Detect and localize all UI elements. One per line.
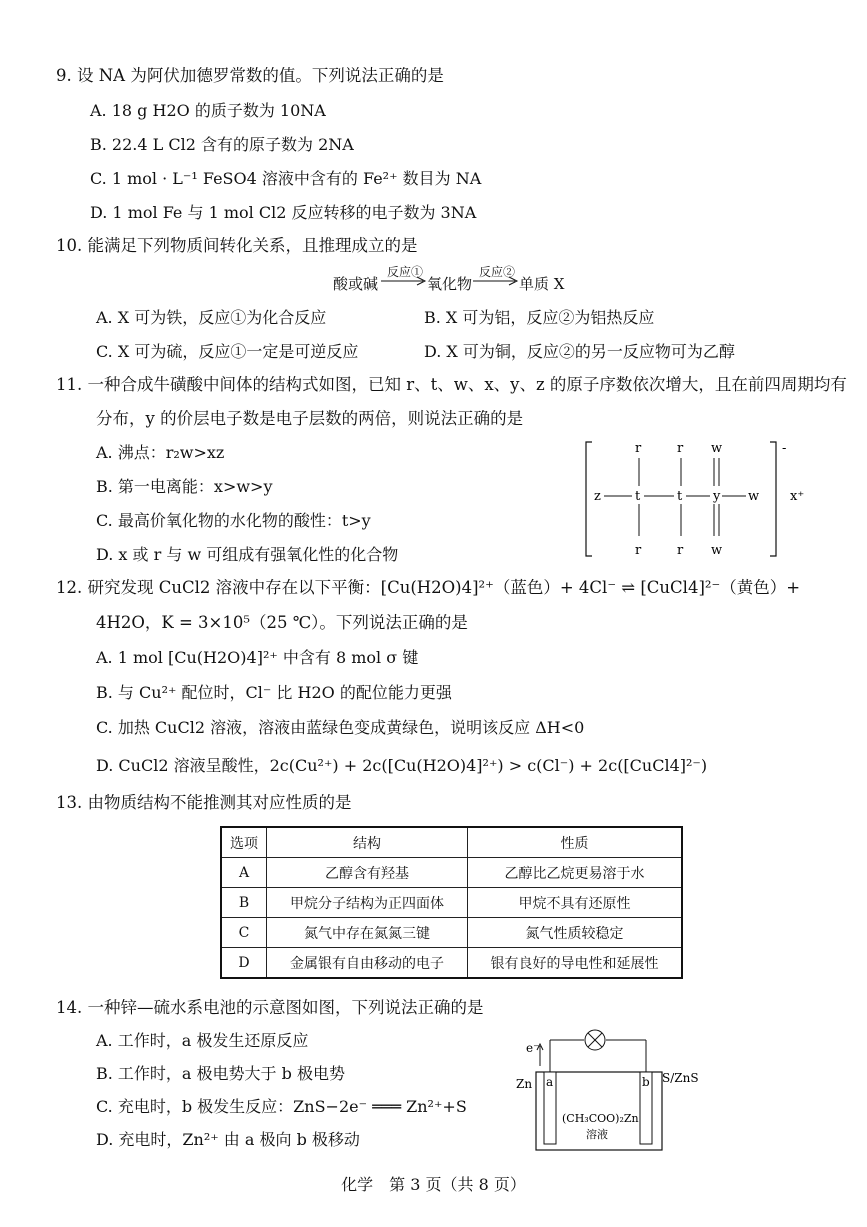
- q11-option-d: D. x 或 r 与 w 可组成有强氧化性的化合物: [96, 545, 399, 564]
- electrode-a-label: a: [546, 1075, 554, 1089]
- atom-t2: t: [677, 489, 683, 504]
- q14-option-a: A. 工作时，a 极发生还原反应: [96, 1031, 309, 1050]
- q12-option-c: C. 加热 CuCl2 溶液，溶液由蓝绿色变成黄绿色，说明该反应 ΔH<0: [96, 718, 585, 737]
- atom-r-top2: r: [677, 441, 684, 456]
- arrow-icon: [381, 276, 427, 286]
- table-cell: 甲烷分子结构为正四面体: [267, 888, 468, 918]
- atom-z: z: [594, 489, 601, 504]
- table-cell: 银有良好的导电性和延展性: [468, 948, 683, 979]
- table-row: [221, 858, 682, 888]
- left-electrode-label: Zn: [516, 1077, 533, 1091]
- q11-option-c: C. 最高价氧化物的水化物的酸性：t>y: [96, 511, 371, 530]
- q9-stem: 9. 设 NA 为阿伏加德罗常数的值。下列说法正确的是: [56, 66, 444, 85]
- table-row: [221, 948, 682, 979]
- atom-r-bottom1: r: [635, 543, 642, 558]
- q9-option-c: C. 1 mol · L⁻¹ FeSO4 溶液中含有的 Fe²⁺ 数目为 NA: [90, 169, 482, 188]
- bulb-icon: [585, 1030, 605, 1050]
- q12-line1: 12. 研究发现 CuCl2 溶液中存在以下平衡：[Cu(H2O)4]²⁺（蓝色）+ 4Cl⁻ ⇌ [CuCl4]²⁻（黄色）+: [56, 578, 801, 597]
- electrode-b-label: b: [642, 1075, 650, 1089]
- q14-battery-diagram: [512, 1024, 712, 1154]
- atom-w-top: w: [711, 441, 723, 456]
- electron-label: e⁻: [526, 1041, 540, 1055]
- electrolyte-label-2: 溶液: [586, 1128, 608, 1141]
- atom-r-bottom2: r: [677, 543, 684, 558]
- table-cell: C: [221, 918, 267, 948]
- right-electrode-label: S/ZnS: [662, 1071, 699, 1085]
- q11-structure-diagram: [582, 438, 832, 560]
- q9-option-d: D. 1 mol Fe 与 1 mol Cl2 反应转移的电子数为 3NA: [90, 203, 477, 222]
- structure-counterion: x⁺: [790, 489, 805, 504]
- scheme-arrow1-label: 反应①: [387, 265, 424, 279]
- table-cell: 金属银有自由移动的电子: [267, 948, 468, 979]
- q14-option-b: B. 工作时，a 极电势大于 b 极电势: [96, 1064, 345, 1083]
- table-row: [221, 918, 682, 948]
- q11-option-a: A. 沸点：r₂w>xz: [96, 443, 225, 462]
- q9-option-b: B. 22.4 L Cl2 含有的原子数为 2NA: [90, 135, 354, 154]
- header-property: 性质: [468, 827, 683, 858]
- header-option: 选项: [221, 827, 267, 858]
- q10-option-a: A. X 可为铁，反应①为化合反应: [96, 308, 327, 327]
- page-footer: 化学 第 3 页（共 8 页）: [341, 1175, 526, 1194]
- table-cell: 乙醇比乙烷更易溶于水: [468, 858, 683, 888]
- table-cell: D: [221, 948, 267, 979]
- q12-option-b: B. 与 Cu²⁺ 配位时，Cl⁻ 比 H2O 的配位能力更强: [96, 683, 452, 702]
- scheme-mid: 氧化物: [427, 275, 473, 293]
- q13-table: [220, 826, 683, 979]
- table-cell: 氮气性质较稳定: [468, 918, 683, 948]
- q14-stem: 14. 一种锌—硫水系电池的示意图如图，下列说法正确的是: [56, 998, 484, 1017]
- atom-t1: t: [635, 489, 641, 504]
- arrow-icon: [473, 276, 519, 286]
- q10-stem: 10. 能满足下列物质间转化关系，且推理成立的是: [56, 236, 418, 255]
- atom-w-bottom: w: [711, 543, 723, 558]
- q11-stem-line1: 11. 一种合成牛磺酸中间体的结构式如图，已知 r、t、w、x、y、z 的原子序数依次增大，且在前四周期均有: [56, 375, 847, 394]
- table-header-row: [221, 827, 682, 858]
- q14-option-d: D. 充电时，Zn²⁺ 由 a 极向 b 极移动: [96, 1130, 360, 1149]
- atom-w-right: w: [748, 489, 760, 504]
- q12-option-d: D. CuCl2 溶液呈酸性，2c(Cu²⁺) + 2c([Cu(H2O)4]²⁺) > c(Cl⁻) + 2c([CuCl4]²⁻): [96, 756, 708, 775]
- structure-charge: -: [782, 441, 787, 456]
- q11-option-b: B. 第一电离能：x>w>y: [96, 477, 273, 496]
- electrolyte-label-1: (CH₃COO)₂Zn: [562, 1112, 639, 1125]
- q12-line2: 4H2O，K = 3×10⁵（25 ℃）。下列说法正确的是: [96, 613, 468, 632]
- table-cell: 甲烷不具有还原性: [468, 888, 683, 918]
- atom-y: y: [713, 489, 721, 504]
- table-cell: 氮气中存在氮氮三键: [267, 918, 468, 948]
- q13-stem: 13. 由物质结构不能推测其对应性质的是: [56, 793, 352, 812]
- q10-option-b: B. X 可为铝，反应②为铝热反应: [424, 308, 655, 327]
- q12-option-a: A. 1 mol [Cu(H2O)4]²⁺ 中含有 8 mol σ 键: [96, 648, 419, 667]
- q11-stem-line2: 分布，y 的价层电子数是电子层数的两倍，则说法正确的是: [96, 409, 524, 428]
- q10-option-d: D. X 可为铜，反应②的另一反应物可为乙醇: [424, 342, 735, 361]
- header-structure: 结构: [267, 827, 468, 858]
- table-cell: A: [221, 858, 267, 888]
- atom-r-top1: r: [635, 441, 642, 456]
- q9-option-a: A. 18 g H2O 的质子数为 10NA: [90, 101, 326, 120]
- q10-scheme: [333, 262, 573, 296]
- table-cell: B: [221, 888, 267, 918]
- scheme-arrow2-label: 反应②: [479, 265, 516, 279]
- q14-option-c: C. 充电时，b 极发生反应：ZnS−2e⁻ ═══ Zn²⁺+S: [96, 1097, 467, 1116]
- scheme-end: 单质 X: [519, 275, 565, 293]
- table-row: [221, 888, 682, 918]
- scheme-start: 酸或碱: [333, 275, 379, 293]
- q10-option-c: C. X 可为硫，反应①一定是可逆反应: [96, 342, 359, 361]
- table-cell: 乙醇含有羟基: [267, 858, 468, 888]
